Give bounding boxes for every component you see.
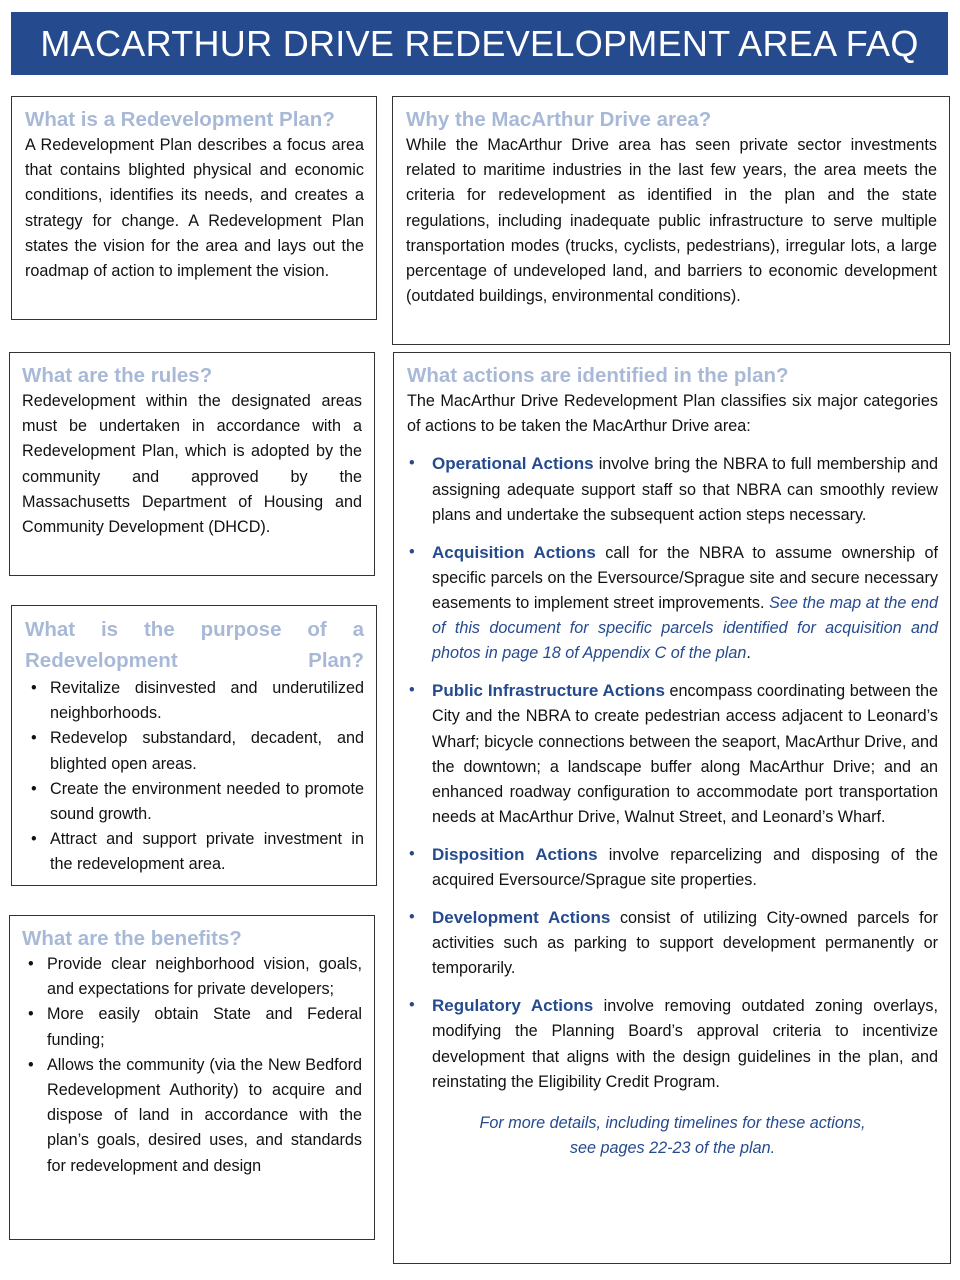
what-is-box [11,96,377,320]
action-text: involve reparcelizing and disposing of the acquired Eversource/Sprague site properties. [432,846,938,890]
list-item [407,993,938,1095]
why-body: While the MacArthur Drive area has seen private sector investments related to maritime industries in the last few years, the area meets the criteria for redevelopment as identified in the plan and the state regulations, including inadequate public infrastructure to serve multiple transportation modes (trucks, cyclists, pedestrians), irregular lots, a large percentage of undeveloped land, and barriers to economic development (outdated buildings, environmental conditions). [406,136,937,306]
list-item: • Provide clear neighborhood vision, goals, and expectations for private developers; [22,952,362,1002]
why-box [392,96,950,345]
actions-list [407,451,938,1095]
page-title: MACARTHUR DRIVE REDEVELOPMENT AREA FAQ [40,22,919,64]
action-text: call for the NBRA to assume ownership of specific parcels on the Eversource/Sprague site and secure necessary easements to implement street improvements. [432,543,938,613]
action-text: involve removing outdated zoning overlays, modifying the Planning Board’s approval criteria to incentivize development that aligns with the design guidelines in the plan, and reinstating the Eligibility Credit Program. [432,997,938,1091]
page-title-banner [11,12,948,75]
what-is-body: A Redevelopment Plan describes a focus area that contains blighted physical and economic conditions, identifies its needs, and creates a strategy for change. A Redevelopment Plan states the vision for the area and lays out the roadmap of action to implement the vision. [25,136,364,281]
action-title: Operational Actions [432,454,594,474]
action-note: See the map at the end of this document for specific parcels identified for acquisition and photos in page 18 of Appendix C of the plan [432,594,938,663]
actions-heading: What actions are identified in the plan? [407,364,789,387]
action-title: Acquisition Actions [432,542,596,562]
purpose-list [25,676,364,878]
list-item: • Redevelop substandard, decadent, and blighted open areas. [25,726,364,776]
action-text: consist of utilizing City-owned parcels for activities such as parking to support development permanently or temporarily. [432,909,938,978]
bullet-icon: • [409,908,415,927]
bullet-icon: • [409,845,415,864]
what-is-heading: What is a Redevelopment Plan? [25,108,335,131]
action-title: Development Actions [432,908,611,928]
list-item: • Attract and support private investment in the redevelopment area. [25,827,364,877]
action-text: involve bring the NBRA to full membership and assigning adequate support staff so that NBRA can smoothly review plans and undertake the subsequent action steps necessary. [432,455,938,524]
list-item: • Create the environment needed to promote sound growth. [25,777,364,827]
actions-footer-note [407,1111,938,1161]
list-item: • Allows the community (via the New Bedford Redevelopment Authority) to acquire and dispose of land in accordance with the plan’s goals, desired uses, and standards for redevelopment and design [22,1053,362,1179]
actions-intro: The MacArthur Drive Redevelopment Plan classifies six major categories of actions to be taken the MacArthur Drive area: [407,392,938,436]
why-heading: Why the MacArthur Drive area? [406,108,712,131]
action-title: Regulatory Actions [432,996,594,1016]
footer-line-1: For more details, including timelines for these actions, [479,1114,866,1133]
benefits-list [22,952,362,1179]
list-item [407,451,938,528]
list-item: • Revitalize disinvested and underutilized neighborhoods. [25,676,364,726]
action-text: encompass coordinating between the City and the NBRA to create pedestrian access adjacent to Leonard’s Wharf; bicycle connections between the seaport, MacArthur Drive, and the downtown; a landscape buffer along MacArthur Drive; and an enhanced roadway configuration to accommodate port transportation needs at MacArthur Drive, Walnut Street, and Leonard’s Wharf. [432,682,938,827]
actions-box [393,352,951,1264]
benefits-box [9,915,375,1240]
footer-line-2: see pages 22-23 of the plan. [569,1139,776,1158]
action-title: Public Infrastructure Actions [432,681,665,701]
bullet-icon: • [409,454,415,473]
bullet-icon: • [409,542,415,561]
bullet-icon: • [409,996,415,1015]
purpose-heading: What is the purpose of a Redevelopment Plan? [25,618,364,672]
list-item [407,678,938,830]
purpose-box [11,605,377,886]
list-item: • More easily obtain State and Federal funding; [22,1002,362,1052]
rules-heading: What are the rules? [22,364,213,387]
bullet-icon: • [409,681,415,700]
rules-body: Redevelopment within the designated areas must be undertaken in accordance with a Redevelopment Plan, which is adopted by the community and approved by the Massachusetts Department of Housing and Community Development (DHCD). [22,392,362,537]
list-item [407,842,938,893]
action-note-end: . [746,644,751,663]
list-item [407,540,938,667]
action-title: Disposition Actions [432,845,598,865]
list-item [407,905,938,982]
benefits-heading: What are the benefits? [22,927,242,950]
rules-box [9,352,375,576]
